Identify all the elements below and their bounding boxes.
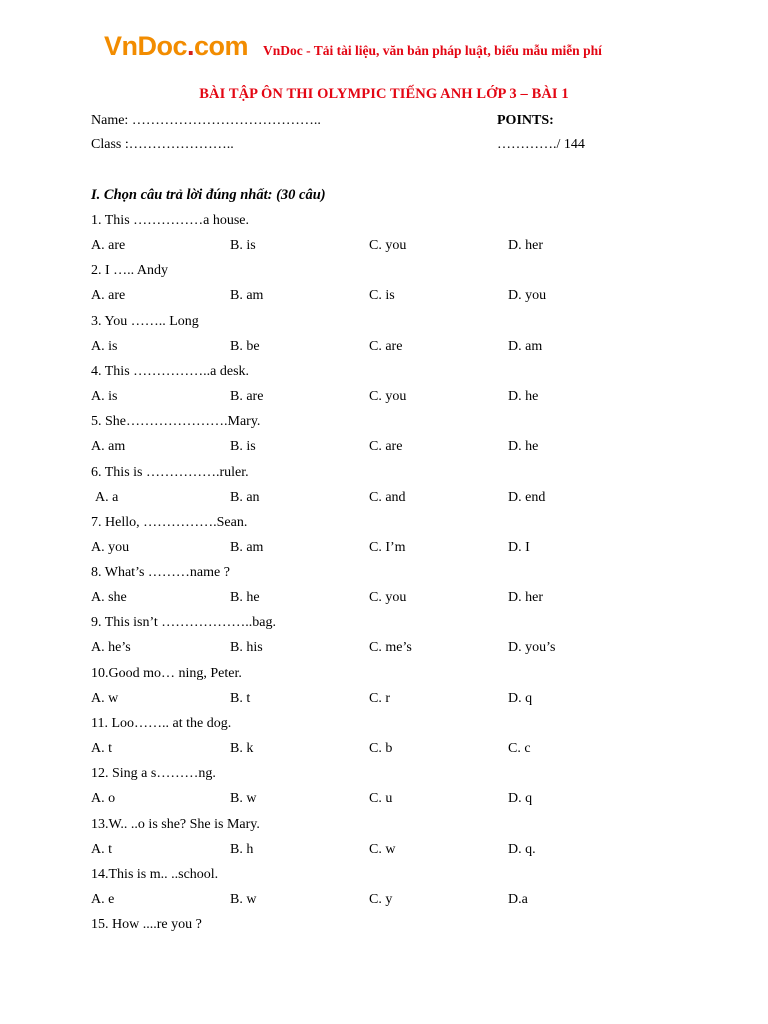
answer-option[interactable]: B. w (230, 892, 257, 907)
question-text: 4. This ……………..a desk. (91, 364, 250, 379)
question-text: 2. I ….. Andy (91, 263, 168, 278)
answer-option[interactable]: A. w (91, 691, 119, 706)
answer-option[interactable]: D. her (508, 590, 543, 605)
answer-option[interactable]: C. you (369, 389, 407, 404)
question-text: 5. She………………….Mary. (91, 414, 261, 429)
answer-option[interactable]: C. y (369, 892, 393, 907)
answer-option[interactable]: B. h (230, 842, 254, 857)
question-text: 1. This ……………a house. (91, 213, 250, 228)
question-text: 3. You …….. Long (91, 314, 199, 329)
question-text: 7. Hello, …………….Sean. (91, 515, 248, 530)
worksheet-title: BÀI TẬP ÔN THI OLYMPIC TIẾNG ANH LỚP 3 – BÀI 1 (199, 86, 569, 102)
question-text: 9. This isn’t ………………..bag. (91, 615, 276, 630)
answer-option[interactable]: D. you’s (508, 640, 556, 655)
answer-option[interactable]: D. he (508, 439, 539, 454)
answer-option[interactable]: B. is (230, 238, 256, 253)
answer-option[interactable]: B. am (230, 288, 264, 303)
answer-option[interactable]: D. q (508, 791, 533, 806)
answer-option[interactable]: D.a (508, 892, 528, 907)
answer-option[interactable]: B. t (230, 691, 251, 706)
answer-option[interactable]: A. e (91, 892, 115, 907)
answer-option[interactable]: C. is (369, 288, 395, 303)
answer-option[interactable]: C. b (369, 741, 393, 756)
answer-option[interactable]: C. you (369, 590, 407, 605)
points-value: …………./ 144 (497, 137, 585, 152)
logo-text-com: com (194, 31, 249, 61)
answer-option[interactable]: C. I’m (369, 540, 406, 555)
answer-option[interactable]: D. q (508, 691, 533, 706)
answer-option[interactable]: B. am (230, 540, 264, 555)
answer-option[interactable]: C. and (369, 490, 406, 505)
answer-option[interactable]: C. r (369, 691, 390, 706)
name-field-label: Name: ………………………………….. (91, 113, 321, 128)
answer-option[interactable]: A. o (91, 791, 116, 806)
section-heading: I. Chọn câu trả lời đúng nhất: (30 câu) (91, 187, 326, 203)
answer-option[interactable]: A. are (91, 238, 126, 253)
answer-option[interactable]: B. w (230, 791, 257, 806)
answer-option[interactable]: C. w (369, 842, 396, 857)
answer-option[interactable]: A. a (95, 490, 119, 505)
question-text: 6. This is …………….ruler. (91, 465, 249, 480)
answer-option[interactable]: B. his (230, 640, 263, 655)
question-text: 10.Good mo… ning, Peter. (91, 666, 242, 681)
logo-text-vndoc: VnDoc (104, 31, 188, 61)
points-label: POINTS: (497, 113, 554, 128)
question-text: 15. How ....re you ? (91, 917, 202, 932)
header-tagline: VnDoc - Tải tài liệu, văn bản pháp luật, biểu mẫu miễn phí (263, 43, 602, 58)
answer-option[interactable]: A. is (91, 339, 118, 354)
answer-option[interactable]: B. is (230, 439, 256, 454)
header (104, 30, 704, 66)
answer-option[interactable]: D. q. (508, 842, 536, 857)
answer-option[interactable]: A. you (91, 540, 130, 555)
answer-option[interactable]: B. an (230, 490, 260, 505)
vndoc-logo[interactable] (104, 30, 248, 62)
answer-option[interactable]: A. t (91, 842, 112, 857)
answer-option[interactable]: D. her (508, 238, 543, 253)
answer-option[interactable]: D. you (508, 288, 547, 303)
answer-option[interactable]: B. be (230, 339, 260, 354)
answer-option[interactable]: A. he’s (91, 640, 131, 655)
answer-option[interactable]: A. t (91, 741, 112, 756)
answer-option[interactable]: C. are (369, 339, 403, 354)
answer-option[interactable]: B. are (230, 389, 264, 404)
answer-option[interactable]: C. me’s (369, 640, 412, 655)
answer-option[interactable]: D. he (508, 389, 539, 404)
answer-option[interactable]: C. you (369, 238, 407, 253)
logo-text-dot: . (187, 31, 195, 61)
answer-option[interactable]: D. end (508, 490, 546, 505)
answer-option[interactable]: C. u (369, 791, 393, 806)
answer-option[interactable]: A. am (91, 439, 126, 454)
answer-option[interactable]: B. k (230, 741, 254, 756)
question-text: 13.W.. ..o is she? She is Mary. (91, 817, 260, 832)
question-text: 14.This is m.. ..school. (91, 867, 219, 882)
answer-option[interactable]: D. I (508, 540, 530, 555)
question-text: 8. What’s ………name ? (91, 565, 230, 580)
answer-option[interactable]: A. are (91, 288, 126, 303)
answer-option[interactable]: C. c (508, 741, 531, 756)
class-field-label: Class :………………….. (91, 137, 234, 152)
answer-option[interactable]: D. am (508, 339, 543, 354)
question-text: 11. Loo…….. at the dog. (91, 716, 232, 731)
question-text: 12. Sing a s………ng. (91, 766, 216, 781)
answer-option[interactable]: A. is (91, 389, 118, 404)
answer-option[interactable]: C. are (369, 439, 403, 454)
answer-option[interactable]: B. he (230, 590, 260, 605)
answer-option[interactable]: A. she (91, 590, 127, 605)
